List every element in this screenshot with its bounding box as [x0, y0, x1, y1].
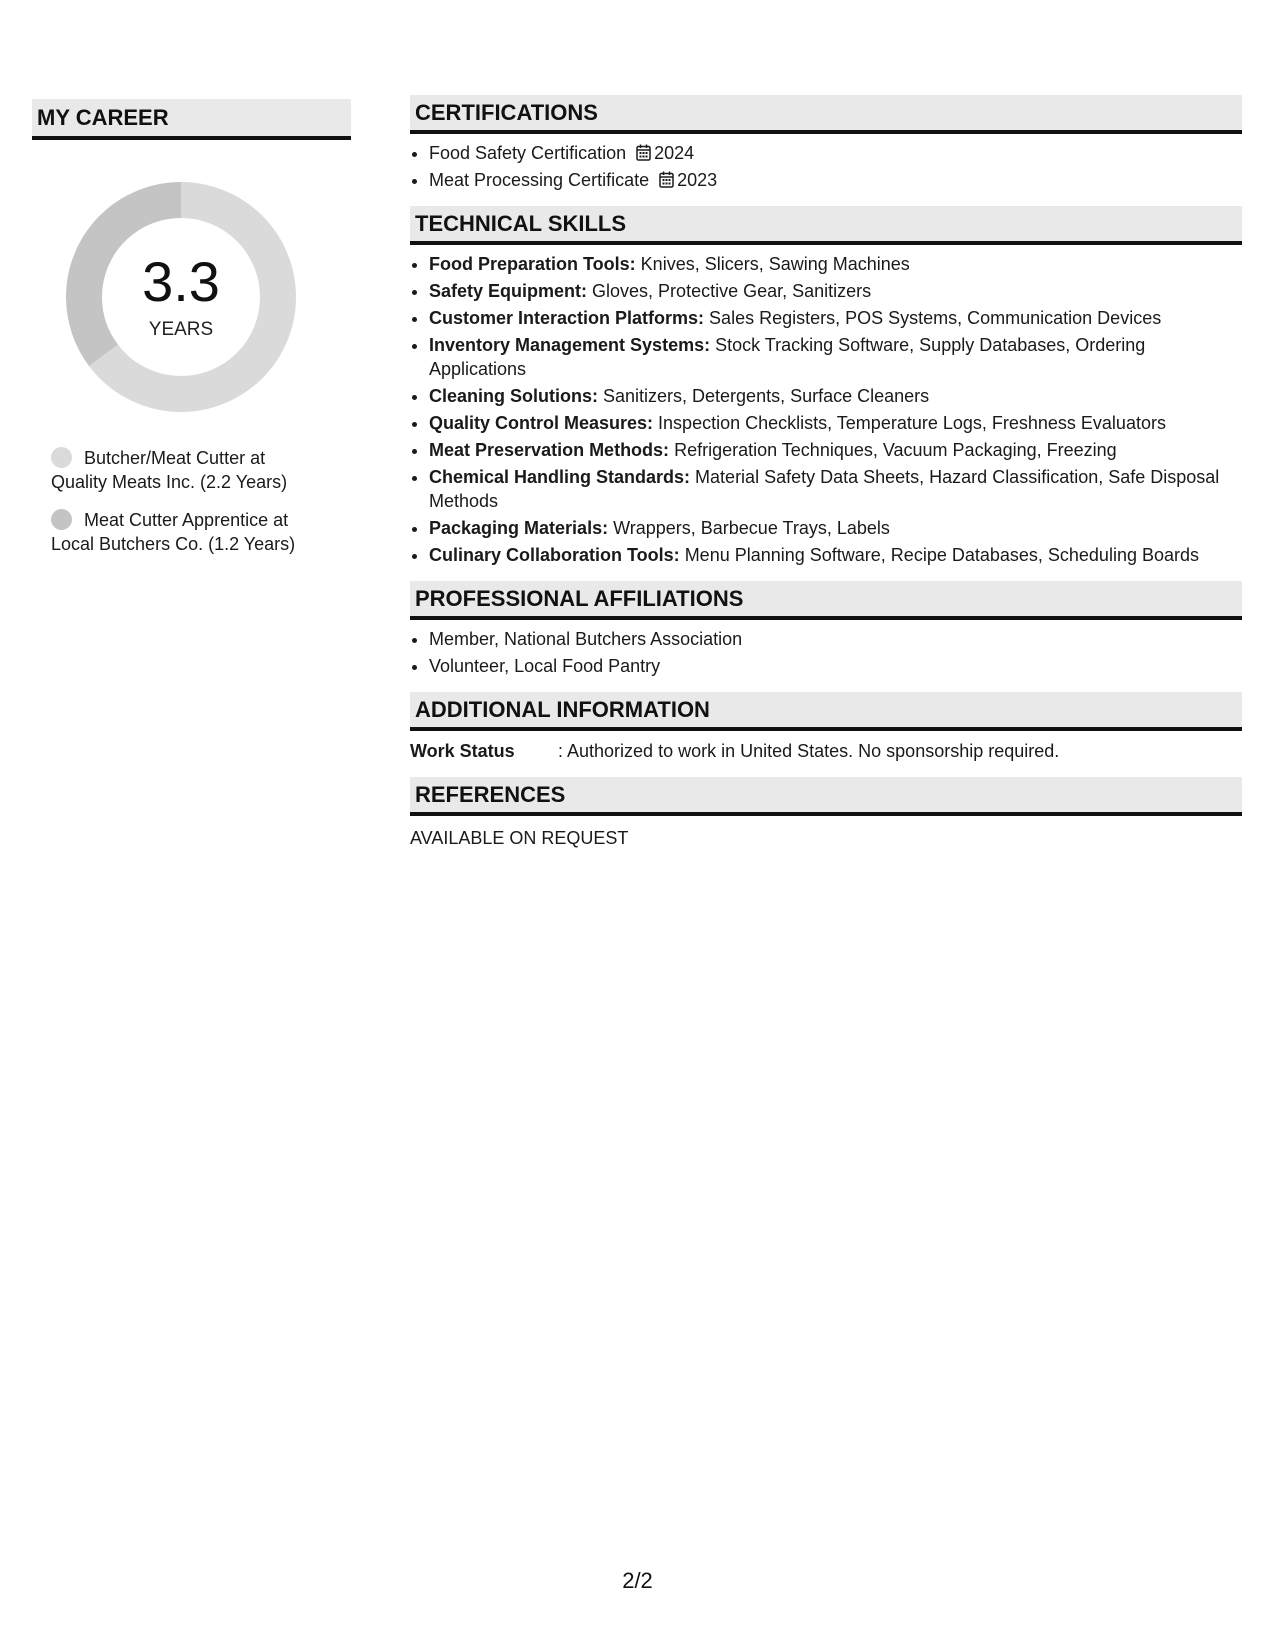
affiliations-list: [410, 627, 1242, 678]
skill-category: Culinary Collaboration Tools:: [429, 545, 680, 565]
skill-category: Cleaning Solutions:: [429, 386, 598, 406]
work-status-value: : Authorized to work in United States. No sponsorship required.: [558, 741, 1060, 761]
career-legend: [51, 446, 351, 556]
certifications-heading: CERTIFICATIONS: [410, 95, 1242, 134]
skill-values: Material Safety Data Sheets, Hazard Classification, Safe Disposal Methods: [429, 467, 1220, 511]
skill-category: Food Preparation Tools:: [429, 254, 636, 274]
references-heading: REFERENCES: [410, 777, 1242, 816]
certification-name: Food Safety Certification: [429, 143, 627, 163]
career-legend-item: [51, 446, 321, 494]
skill-item: [429, 333, 1242, 381]
skill-values: Wrappers, Barbecue Trays, Labels: [608, 518, 890, 538]
skill-item: [429, 516, 1242, 540]
legend-dot-icon: [51, 447, 72, 468]
certifications-list: [410, 141, 1242, 192]
technical-skills-heading: TECHNICAL SKILLS: [410, 206, 1242, 245]
affiliations-heading: PROFESSIONAL AFFILIATIONS: [410, 581, 1242, 620]
skill-item: [429, 252, 1242, 276]
skill-values: Knives, Slicers, Sawing Machines: [635, 254, 910, 274]
skill-category: Inventory Management Systems:: [429, 335, 711, 355]
skill-category: Safety Equipment:: [429, 281, 588, 301]
skill-values: Menu Planning Software, Recipe Databases, Scheduling Boards: [679, 545, 1199, 565]
skill-values: Refrigeration Techniques, Vacuum Packaging, Freezing: [669, 440, 1117, 460]
certification-item: [429, 141, 1242, 165]
skill-item: [429, 384, 1242, 408]
skill-item: [429, 306, 1242, 330]
skill-values: Gloves, Protective Gear, Sanitizers: [587, 281, 872, 301]
skill-item: [429, 279, 1242, 303]
skill-category: Quality Control Measures:: [429, 413, 654, 433]
legend-dot-icon: [51, 509, 72, 530]
skill-item: [429, 411, 1242, 435]
calendar-icon: [659, 171, 674, 188]
donut-center: [66, 182, 296, 412]
affiliation-item: • Volunteer, Local Food Pantry: [429, 654, 1242, 678]
technical-skills-list: [410, 252, 1242, 567]
calendar-icon: [636, 144, 651, 161]
additional-info-heading: ADDITIONAL INFORMATION: [410, 692, 1242, 731]
career-heading: MY CAREER: [32, 99, 351, 140]
career-donut-chart: [66, 182, 296, 412]
skill-item: [429, 438, 1242, 462]
certification-item: [429, 168, 1242, 192]
main-column: [410, 95, 1242, 864]
career-legend-text: Meat Cutter Apprentice at Local Butchers Co. (1.2 Years): [51, 510, 296, 554]
skill-item: [429, 543, 1242, 567]
work-status-row: [410, 739, 1242, 763]
skill-values: Sales Registers, POS Systems, Communication Devices: [704, 308, 1162, 328]
skill-category: Chemical Handling Standards:: [429, 467, 691, 487]
skill-category: Packaging Materials:: [429, 518, 609, 538]
work-status-label: Work Status: [410, 741, 515, 761]
career-legend-text: Butcher/Meat Cutter at Quality Meats Inc. (2.2 Years): [51, 448, 288, 492]
skill-item: [429, 465, 1242, 513]
certification-year: 2024: [654, 143, 695, 163]
career-legend-item: [51, 508, 321, 556]
affiliations-section: [410, 581, 1242, 678]
certification-name: Meat Processing Certificate: [429, 170, 650, 190]
additional-info-section: [410, 692, 1242, 763]
certification-year: 2023: [677, 170, 718, 190]
skill-values: Stock Tracking Software, Supply Databases, Ordering Applications: [429, 335, 1146, 379]
page-number: 2/2: [622, 1568, 653, 1593]
career-total-unit: YEARS: [148, 319, 214, 340]
references-text: AVAILABLE ON REQUEST: [410, 828, 629, 848]
certifications-section: [410, 95, 1242, 192]
technical-skills-section: [410, 206, 1242, 567]
references-section: [410, 777, 1242, 850]
affiliation-item: • Member, National Butchers Association: [429, 627, 1242, 651]
skill-values: Inspection Checklists, Temperature Logs, Freshness Evaluators: [653, 413, 1166, 433]
career-column: [32, 99, 351, 570]
skill-values: Sanitizers, Detergents, Surface Cleaners: [598, 386, 930, 406]
career-total-value: 3.3: [142, 250, 220, 313]
skill-category: Meat Preservation Methods:: [429, 440, 670, 460]
skill-category: Customer Interaction Platforms:: [429, 308, 705, 328]
